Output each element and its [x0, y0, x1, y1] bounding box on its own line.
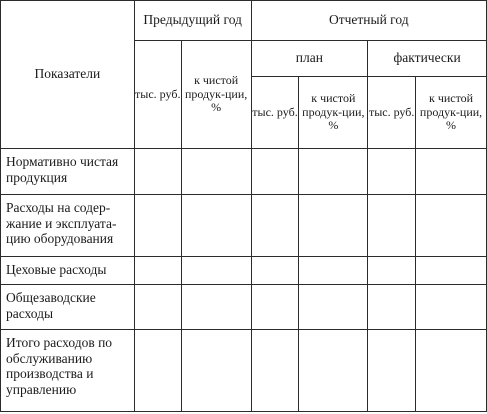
row-label: Итого расходов по обслуживанию производства и управлению [1, 330, 135, 412]
table-row [1, 195, 487, 257]
table-cell [416, 257, 487, 285]
table-cell [181, 330, 251, 412]
header-indicators: Показатели [1, 1, 135, 149]
table-cell [368, 195, 416, 257]
header-reporting-year: Отчетный год [251, 1, 486, 41]
table-row [1, 285, 487, 330]
header-plan-thousand-rub: тыс. руб. [251, 77, 299, 149]
header-plan: план [251, 41, 368, 77]
table-cell [299, 257, 368, 285]
table-cell [299, 149, 368, 195]
table-cell [251, 330, 299, 412]
table-cell [181, 257, 251, 285]
table-cell [416, 195, 487, 257]
table-cell [299, 195, 368, 257]
table-cell [368, 257, 416, 285]
table-cell [181, 149, 251, 195]
row-label: Общезаводские расходы [1, 285, 135, 330]
table-cell [416, 330, 487, 412]
table-cell [416, 285, 487, 330]
table-cell [134, 149, 181, 195]
row-label: Нормативно чистая продукция [1, 149, 135, 195]
table-cell [299, 330, 368, 412]
header-prev-percent: к чистой продук-ции, % [181, 41, 251, 149]
header-actual-thousand-rub: тыс. руб. [368, 77, 416, 149]
table-cell [251, 285, 299, 330]
header-actual: фактически [368, 41, 487, 77]
header-actual-percent: к чистой продук-ции, % [416, 77, 487, 149]
header-previous-year: Предыдущий год [134, 1, 251, 41]
table-row [1, 330, 487, 412]
header-plan-percent: к чистой продук-ции, % [299, 77, 368, 149]
table-row [1, 149, 487, 195]
table-cell [251, 257, 299, 285]
table-cell [251, 149, 299, 195]
row-label: Цеховые расходы [1, 257, 135, 285]
table-cell [181, 285, 251, 330]
row-label: Расходы на содер-жание и эксплуата-цию оборудования [1, 195, 135, 257]
table-cell [368, 285, 416, 330]
table-cell [368, 330, 416, 412]
table-cell [134, 195, 181, 257]
table-cell [251, 195, 299, 257]
table-cell [134, 257, 181, 285]
table-cell [181, 195, 251, 257]
table-row [1, 257, 487, 285]
header-prev-thousand-rub: тыс. руб. [134, 41, 181, 149]
table-cell [368, 149, 416, 195]
table-cell [134, 285, 181, 330]
table-cell [299, 285, 368, 330]
table-cell [416, 149, 487, 195]
table-cell [134, 330, 181, 412]
